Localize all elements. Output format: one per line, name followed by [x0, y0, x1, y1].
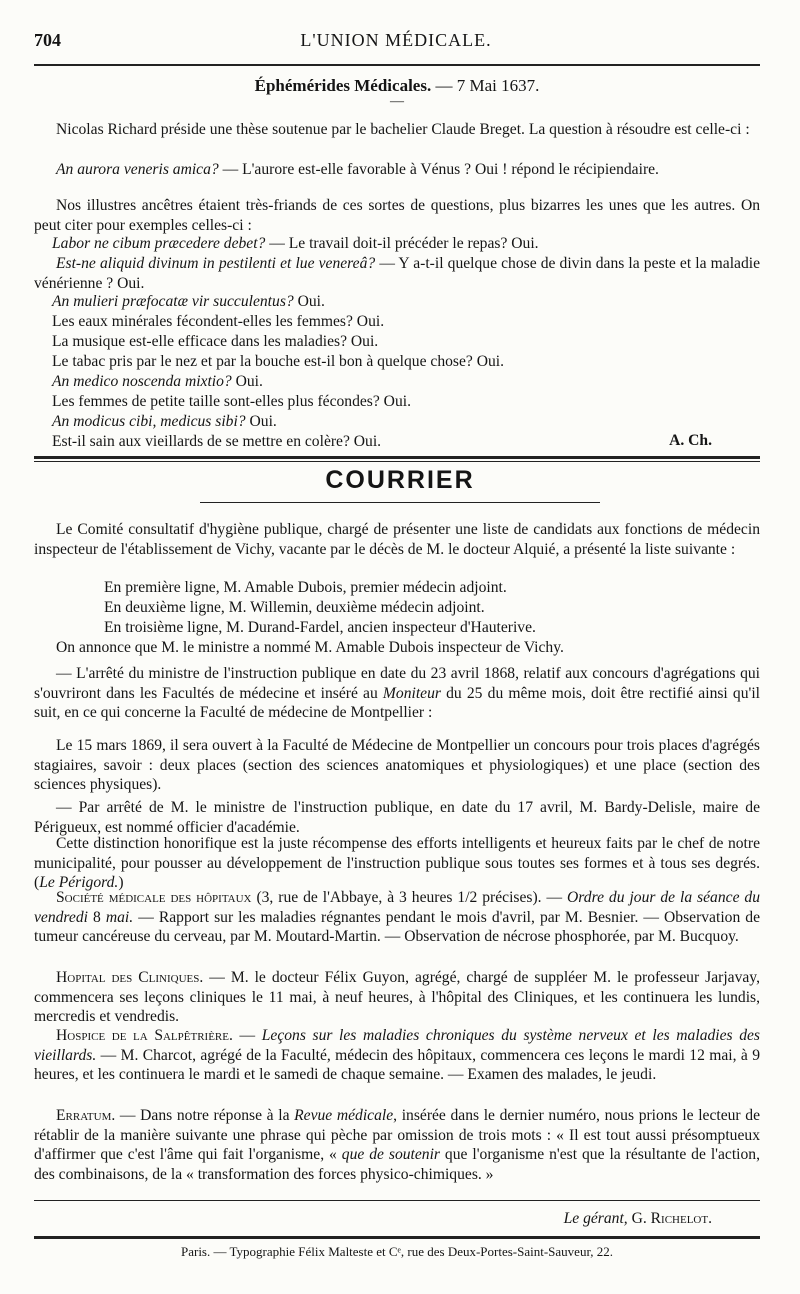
- question-4: An mulieri præfocatæ vir succulentus? Oui.: [52, 293, 325, 310]
- question-2: Labor ne cibum præcedere debet? — Le travail doit-il précéder le repas? Oui.: [52, 235, 539, 252]
- author-signature: A. Ch.: [669, 432, 712, 449]
- question-3: Est-ne aliquid divinum in pestilenti et lue venereâ? — Y a-t-il quelque chose de divin dans la peste et la maladie vénérienne ? Oui.: [34, 255, 761, 292]
- imprint-rule: [34, 1236, 760, 1239]
- header-rule: [34, 64, 760, 66]
- heading-dash: —: [390, 94, 404, 109]
- courrier-underline: [200, 502, 600, 503]
- question-7: Le tabac pris par le nez et par la bouche est-il bon à quelque chose? Oui.: [52, 353, 505, 370]
- hopital-cliniques-notice: Hopital des Cliniques. — M. le docteur Félix Guyon, agrégé, chargé de suppléer M. le professeur Jarjavay, commencera ses leçons cliniques le 11 mai, à neuf heures, à l'hôpital des Cliniques, et les continuera les lundis, mercredis et vendredis.: [34, 969, 760, 1026]
- courrier-paragraph-1: Le Comité consultatif d'hygiène publique, chargé de présenter une liste de candidats aux fonctions de médecin inspecteur de l'établissement de Vichy, vacante par le décès de M. le docteur Alquié, a présenté la liste suivante :: [34, 521, 760, 558]
- ephemerides-title: Éphémérides Médicales.: [254, 76, 432, 95]
- ephemerides-heading: [34, 76, 760, 96]
- footer-rule: [34, 1200, 760, 1201]
- courrier-paragraph-3: — L'arrêté du ministre de l'instruction publique en date du 23 avril 1868, relatif aux concours d'agrégations qui s'ouvriront dans les Facultés de médecine et inséré au Moniteur du 25 du même mois, doit être rectifié ainsi qu'il suit, en ce qui concerne la Faculté de médecine de Montpellier :: [34, 665, 760, 722]
- courrier-paragraph-2: On annonce que M. le ministre a nommé M. Amable Dubois inspecteur de Vichy.: [56, 639, 564, 656]
- candidate-2: En deuxième ligne, M. Willemin, deuxième médecin adjoint.: [104, 599, 485, 616]
- printer-imprint: Paris. — Typographie Félix Malteste et Cᵉ, rue des Deux-Portes-Saint-Sauveur, 22.: [180, 1244, 614, 1259]
- erratum-notice: Erratum. — Dans notre réponse à la Revue médicale, insérée dans le dernier numéro, nous prions le lecteur de rétablir de la manière suivante une phrase qui pèche par omission de trois mots : « Il est tout aussi présomptueux d'affirmer que c'est l'âme qui fait l'organisme, « que de soutenir que l'organisme n'est que la résultante de l'action, des combinaisons, de la « transformation des forces physico-chimiques. »: [34, 1107, 760, 1183]
- courrier-paragraph-4: Le 15 mars 1869, il sera ouvert à la Faculté de Médecine de Montpellier un concours pour trois places d'agrégés stagiaires, savoir : deux places (section des sciences anatomiques et physiologiques) et une place (section des sciences physiques).: [34, 737, 760, 794]
- running-header: [34, 28, 758, 54]
- ancestors-paragraph: Nos illustres ancêtres étaient très-friands de ces sortes de questions, plus bizarres les unes que les autres. On peut citer pour exemples celles-ci :: [34, 197, 760, 234]
- courrier-title: COURRIER: [325, 466, 475, 494]
- question-6: La musique est-elle efficace dans les maladies? Oui.: [52, 333, 379, 350]
- courrier-paragraph-5: — Par arrêté de M. le ministre de l'instruction publique, en date du 17 avril, M. Bardy-Delisle, maire de Périgueux, est nommé officier d'académie.: [34, 799, 760, 836]
- salpetriere-notice: Hospice de la Salpêtrière. — Leçons sur les maladies chroniques du système nerveux et les maladies des vieillards. — M. Charcot, agrégé de la Faculté, médecin des hôpitaux, commencera ces leçons le mardi 12 mai, à 9 heures, et les continuera le mardi et le samedi de chaque semaine. — Examen des malades, le jeudi.: [34, 1027, 761, 1084]
- page-number: 704: [34, 30, 61, 50]
- societe-medicale-notice: Société médicale des hôpitaux (3, rue de l'Abbaye, à 3 heures 1/2 précises). — Ordre du jour de la séance du vendredi 8 mai. — Rapport sur les maladies régnantes pendant le mois d'avril, par M. Besnier. — Observation de tumeur cancéreuse du cerveau, par M. Moutard-Martin. — Observation de nécrose phosphorée, par M. Bucquoy.: [34, 889, 761, 946]
- gerant-signature: Le gérant, G. Richelot.: [563, 1210, 712, 1227]
- question-9: Les femmes de petite taille sont-elles plus fécondes? Oui.: [52, 393, 411, 410]
- candidate-3: En troisième ligne, M. Durand-Fardel, ancien inspecteur d'Hauterive.: [104, 619, 536, 636]
- question-11: Est-il sain aux vieillards de se mettre en colère? Oui.: [52, 433, 382, 450]
- section-rule-bottom: [34, 461, 760, 462]
- ephemerides-intro: Nicolas Richard préside une thèse soutenue par le bachelier Claude Breget. La question à résoudre est celle-ci :: [56, 121, 750, 138]
- question-10: An modicus cibi, medicus sibi? Oui.: [52, 413, 277, 430]
- question-5: Les eaux minérales fécondent-elles les femmes? Oui.: [52, 313, 385, 330]
- question-8: An medico noscenda mixtio? Oui.: [52, 373, 263, 390]
- section-rule-top: [34, 456, 760, 459]
- question-1: An aurora veneris amica? — L'aurore est-elle favorable à Vénus ? Oui ! répond le récipiendaire.: [56, 161, 659, 178]
- courrier-paragraph-6: Cette distinction honorifique est la juste récompense des efforts intelligents et heureux faits par le chef de notre municipalité, pour pousser au développement de l'instruction publique sous toutes ses formes et à tous ses degrés. (Le Périgord.): [34, 835, 760, 892]
- candidate-1: En première ligne, M. Amable Dubois, premier médecin adjoint.: [104, 579, 507, 596]
- journal-title: L'UNION MÉDICALE.: [300, 30, 492, 50]
- ephemerides-date: — 7 Mai 1637.: [435, 76, 540, 95]
